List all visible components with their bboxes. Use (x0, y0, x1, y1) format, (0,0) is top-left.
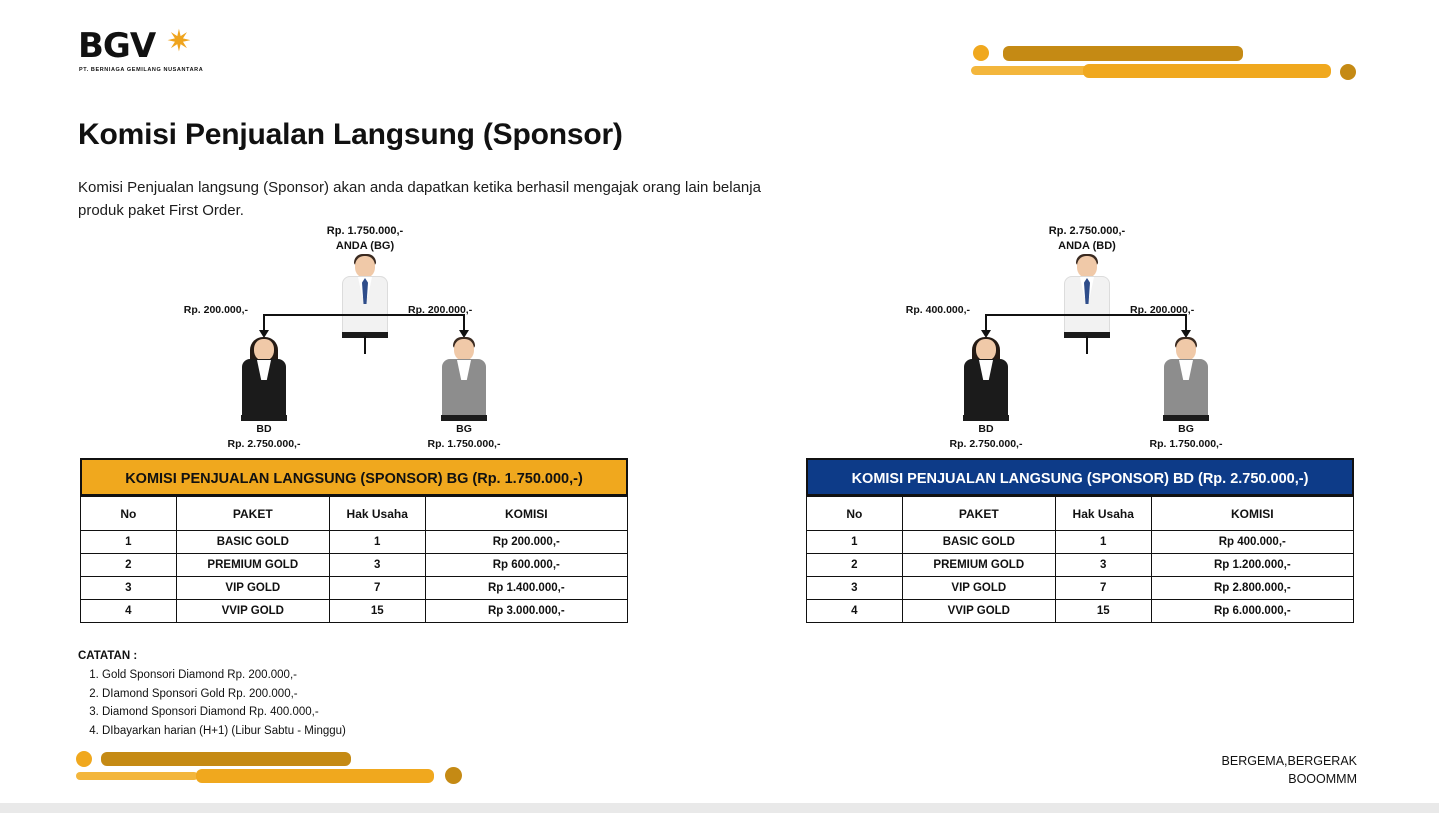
col-header-komisi: KOMISI (1151, 497, 1353, 531)
logo-wordmark: BGV (78, 26, 156, 66)
cell-komisi: Rp 2.800.000,- (1151, 577, 1353, 600)
pedestal-icon (241, 415, 287, 421)
table-row (81, 531, 628, 554)
company-logo (78, 27, 298, 83)
pedestal-icon (441, 415, 487, 421)
notes-list (78, 666, 598, 741)
decor-bar (196, 769, 434, 783)
node-amount: Rp. 1.750.000,- (1149, 437, 1223, 450)
node-amount: Rp. 1.750.000,- (427, 437, 501, 450)
pedestal-icon (963, 415, 1009, 421)
decor-bar (101, 752, 351, 766)
node-label-left (921, 422, 1051, 451)
cell-no: 3 (81, 577, 177, 600)
node-label-left (199, 422, 329, 451)
col-header-no: No (807, 497, 903, 531)
cell-komisi: Rp 600.000,- (425, 554, 627, 577)
table-bd (806, 458, 1354, 623)
connector-line (1086, 336, 1088, 354)
decor-bar (971, 66, 1089, 75)
table-bd-grid (806, 496, 1354, 623)
list-item: 4. DIbayarkan harian (H+1) (Libur Sabtu - Minggu) (102, 722, 598, 741)
col-header-paket: PAKET (902, 497, 1055, 531)
table-row (807, 577, 1354, 600)
edge-label-left: Rp. 200.000,- (183, 304, 248, 316)
edge-label-left: Rp. 400.000,- (905, 304, 970, 316)
star-icon: ✷ (166, 25, 192, 58)
cell-komisi: Rp 6.000.000,- (1151, 600, 1353, 623)
cell-hak-usaha: 3 (329, 554, 425, 577)
cell-paket: VIP GOLD (902, 577, 1055, 600)
head-icon (1077, 256, 1097, 278)
cell-paket: VVIP GOLD (176, 600, 329, 623)
cell-paket: BASIC GOLD (176, 531, 329, 554)
cell-hak-usaha: 3 (1055, 554, 1151, 577)
edge-label-right: Rp. 200.000,- (1130, 304, 1195, 316)
list-item: 1. Gold Sponsori Diamond Rp. 200.000,- (102, 666, 598, 685)
diagram-top-name: ANDA (BD) (1058, 239, 1116, 252)
edge-label-right: Rp. 200.000,- (408, 304, 473, 316)
table-bd-heading: KOMISI PENJUALAN LANGSUNG (SPONSOR) BD (Rp. 2.750.000,-) (806, 458, 1354, 496)
cell-paket: BASIC GOLD (902, 531, 1055, 554)
cell-no: 1 (807, 531, 903, 554)
cell-hak-usaha: 7 (1055, 577, 1151, 600)
cell-hak-usaha: 15 (1055, 600, 1151, 623)
table-row (81, 600, 628, 623)
cell-paket: PREMIUM GOLD (902, 554, 1055, 577)
cell-paket: VIP GOLD (176, 577, 329, 600)
node-label-right (1121, 422, 1251, 451)
logo-subtext: PT. BERNIAGA GEMILANG NUSANTARA (79, 67, 204, 73)
person-right-icon (1157, 339, 1215, 419)
footer-tagline (1222, 753, 1357, 788)
col-header-hak-usaha: Hak Usaha (329, 497, 425, 531)
diagram-top-label (150, 224, 580, 254)
table-row (807, 600, 1354, 623)
cell-hak-usaha: 7 (329, 577, 425, 600)
person-left-icon (957, 339, 1015, 419)
cell-komisi: Rp 400.000,- (1151, 531, 1353, 554)
decor-bar (1003, 46, 1243, 61)
page-title: Komisi Penjualan Langsung (Sponsor) (78, 118, 623, 151)
decor-dot (973, 45, 989, 61)
connector-line (364, 336, 366, 354)
cell-komisi: Rp 1.400.000,- (425, 577, 627, 600)
col-header-hak-usaha: Hak Usaha (1055, 497, 1151, 531)
slide-bottom-edge (0, 803, 1439, 813)
cell-no: 4 (807, 600, 903, 623)
decor-dot (1340, 64, 1356, 80)
cell-hak-usaha: 15 (329, 600, 425, 623)
diagram-top-name: ANDA (BG) (335, 239, 395, 252)
cell-paket: VVIP GOLD (902, 600, 1055, 623)
table-row (81, 577, 628, 600)
decor-bar (1083, 64, 1331, 78)
notes-title: CATATAN : (78, 650, 138, 662)
table-bg-heading: KOMISI PENJUALAN LANGSUNG (SPONSOR) BG (Rp. 1.750.000,-) (80, 458, 628, 496)
node-name: BG (456, 423, 472, 435)
node-amount: Rp. 2.750.000,- (227, 437, 301, 450)
table-header-row (807, 497, 1354, 531)
node-label-right (399, 422, 529, 451)
head-icon (254, 339, 274, 361)
cell-komisi: Rp 3.000.000,- (425, 600, 627, 623)
pedestal-icon (1163, 415, 1209, 421)
cell-hak-usaha: 1 (329, 531, 425, 554)
head-icon (355, 256, 375, 278)
cell-no: 3 (807, 577, 903, 600)
person-left-icon (235, 339, 293, 419)
head-icon (1176, 339, 1196, 361)
node-name: BD (978, 423, 994, 435)
table-row (807, 531, 1354, 554)
node-name: BG (1178, 423, 1194, 435)
col-header-paket: PAKET (176, 497, 329, 531)
cell-no: 1 (81, 531, 177, 554)
list-item: 3. Diamond Sponsori Diamond Rp. 400.000,- (102, 703, 598, 722)
diagram-bd (872, 224, 1302, 449)
table-row (807, 554, 1354, 577)
person-right-icon (435, 339, 493, 419)
cell-no: 2 (807, 554, 903, 577)
footer-line-1: BERGEMA,BERGERAK (1221, 754, 1357, 768)
cell-no: 2 (81, 554, 177, 577)
cell-hak-usaha: 1 (1055, 531, 1151, 554)
cell-paket: PREMIUM GOLD (176, 554, 329, 577)
diagram-bg (150, 224, 580, 449)
decor-dot (445, 767, 462, 784)
notes-block (78, 650, 598, 741)
head-icon (454, 339, 474, 361)
cell-no: 4 (81, 600, 177, 623)
col-header-no: No (81, 497, 177, 531)
cell-komisi: Rp 200.000,- (425, 531, 627, 554)
person-root-icon (336, 256, 394, 336)
diagram-top-amount: Rp. 2.750.000,- (1048, 225, 1126, 237)
head-icon (976, 339, 996, 361)
decor-dot (76, 751, 92, 767)
node-amount: Rp. 2.750.000,- (949, 437, 1023, 450)
page-description: Komisi Penjualan langsung (Sponsor) akan anda dapatkan ketika berhasil mengajak orang lain belanja produk paket First Order. (78, 179, 761, 220)
cell-komisi: Rp 1.200.000,- (1151, 554, 1353, 577)
node-name: BD (256, 423, 272, 435)
footer-line-2: BOOOMMM (1288, 771, 1357, 786)
table-bg (80, 458, 628, 623)
table-header-row (81, 497, 628, 531)
diagram-top-label (872, 224, 1302, 254)
person-root-icon (1058, 256, 1116, 336)
table-bg-grid (80, 496, 628, 623)
list-item: 2. DIamond Sponsori Gold Rp. 200.000,- (102, 685, 598, 704)
decor-bar (76, 772, 198, 780)
diagram-top-amount: Rp. 1.750.000,- (326, 225, 404, 237)
table-row (81, 554, 628, 577)
col-header-komisi: KOMISI (425, 497, 627, 531)
